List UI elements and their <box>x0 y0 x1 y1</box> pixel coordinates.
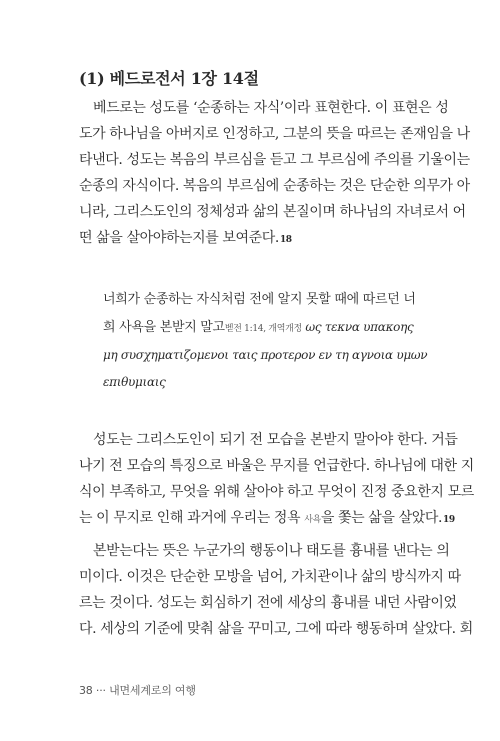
paragraph-line: 순종의 자식이다. 복음의 부르심에 순종하는 것은 단순한 의무가 아 <box>79 178 470 194</box>
paragraph-line: 베드로는 성도를 ‘순종하는 자식’이라 표현한다. 이 표현은 성 <box>93 100 449 116</box>
paragraph-line <box>79 508 455 530</box>
paragraph-line: 르는 것이다. 성도는 회심하기 전에 세상의 흉내를 내던 사람이었 <box>79 595 457 611</box>
greek-line: επιθυμιαις <box>103 375 166 389</box>
footnote-marker: 18 <box>279 235 292 245</box>
paragraph-line: 성도는 그리스도인이 되기 전 모습을 본받지 말아야 한다. 거듭 <box>93 432 458 448</box>
paragraph-line: 미이다. 이것은 단순한 모방을 넘어, 가치관이나 삶의 방식까지 따 <box>79 569 461 585</box>
paragraph-text: 는 이 무지로 인해 과거에 우리는 정욕 <box>79 510 301 526</box>
scripture-reference: 벧전 1:14, 개역개정 <box>224 324 302 334</box>
paragraph-line: 나기 전 모습의 특징으로 바울은 무지를 언급한다. 하나님에 대한 지 <box>79 458 474 474</box>
small-annotation: 사욕 <box>304 515 321 525</box>
greek-text: ως τεκνα υπακοης <box>301 320 414 334</box>
section-heading: (1) 베드로전서 1장 14절 <box>79 69 259 88</box>
paragraph-line: 다. 세상의 기준에 맞춰 삶을 꾸미고, 그에 따라 행동하며 살았다. 회 <box>79 621 473 637</box>
paragraph-line: 도가 하나님을 아버지로 인정하고, 그분의 뜻을 따르는 존재임을 나 <box>79 126 470 142</box>
quote-line <box>103 318 414 338</box>
quote-text: 희 사욕을 본받지 말고 <box>103 320 225 335</box>
greek-line: μη συσχηματιζομενοι ταις προτερον εν τη αγνοια υμων <box>103 348 428 362</box>
page-footer: 38 ··· 내면세계로의 여행 <box>79 684 196 697</box>
paragraph-line: 본받는다는 뜻은 누군가의 행동이나 태도를 흉내를 낸다는 의 <box>93 543 450 559</box>
paragraph-line: 타낸다. 성도는 복음의 부르심을 듣고 그 부르심에 주의를 기울이는 <box>79 152 470 168</box>
footnote-marker: 19 <box>443 515 455 525</box>
paragraph-line: 식이 부족하고, 무엇을 위해 살아야 하고 무엇이 진정 중요한지 모르 <box>79 484 474 500</box>
paragraph-text: 을 쫓는 삶을 살았다. <box>320 510 443 526</box>
quote-line: 너희가 순종하는 자식처럼 전에 알지 못할 때에 따르던 너 <box>103 292 416 307</box>
paragraph-line <box>79 228 419 250</box>
paragraph-line: 니라, 그리스도인의 정체성과 삶의 본질이며 하나님의 자녀로서 어 <box>79 204 466 220</box>
paragraph-text: 떤 삶을 살아야하는지를 보여준다. <box>79 230 279 246</box>
